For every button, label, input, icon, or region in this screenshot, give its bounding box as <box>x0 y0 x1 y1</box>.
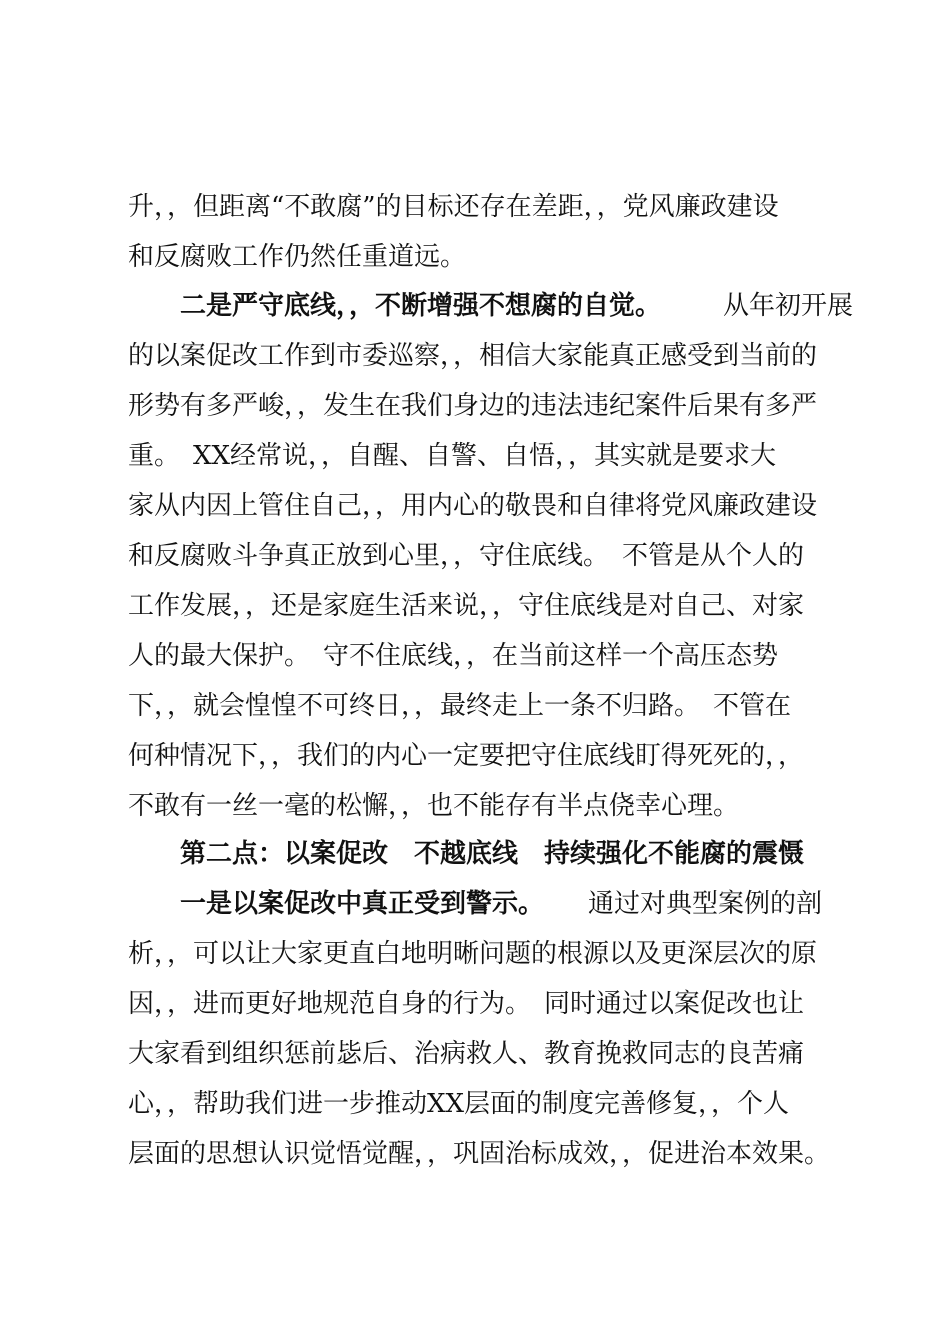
para3-line5: 心，，帮助我们进一步推动XX层面的制度完善修复，，个人 <box>128 1089 790 1119</box>
para3-line3: 因，，进而更好地规范自身的行为。 同时通过以案促改也让 <box>128 989 805 1019</box>
para2-line6: 和反腐败斗争真正放到心里，，守住底线。 不管是从个人的 <box>128 541 805 571</box>
para2-line7: 工作发展，，还是家庭生活来说，，守住底线是对自己、对家 <box>128 591 805 621</box>
para2-line9: 下，，就会惶惶不可终日，，最终走上一条不归路。 不管在 <box>128 691 792 721</box>
para2-line5: 家从内因上管住自己，，用内心的敬畏和自律将党风廉政建设 <box>128 491 818 521</box>
para3-line1 <box>180 884 822 924</box>
para2-line3: 形势有多严峻，，发生在我们身边的违法违纪案件后果有多严 <box>128 391 818 421</box>
para2-line2: 的以案促改工作到市委巡察，，相信大家能真正感受到当前的 <box>128 341 818 371</box>
para2-line1-rest: 从年初开展 <box>723 291 854 321</box>
para3-line4: 大家看到组织惩前毖后、治病救人、教育挽救同志的良苦痛 <box>128 1039 805 1069</box>
section-heading: 第二点：以案促改 不越底线 持续强化不能腐的震慑 <box>180 839 805 869</box>
para3-line6: 层面的思想认识觉悟觉醒，，巩固治标成效，，促进治本效果。 <box>128 1139 831 1169</box>
para1-line1: 升，，但距离“不敢腐”的目标还存在差距，，党风廉政建设 <box>128 192 779 222</box>
para2-line11: 不敢有一丝一毫的松懈，，也不能存有半点侥幸心理。 <box>128 791 740 821</box>
para2-lead: 二是严守底线，，不断增强不想腐的自觉。 <box>180 291 662 321</box>
para3-lead: 一是以案促改中真正受到警示。 <box>180 889 545 919</box>
para3-line1-rest: 通过对典型案例的剖 <box>588 889 823 919</box>
para2-line8: 人的最大保护。 守不住底线，，在当前这样一个高压态势 <box>128 641 779 671</box>
para3-line2: 析，，可以让大家更直白地明晰问题的根源以及更深层次的原 <box>128 939 818 969</box>
para2-line10: 何种情况下，，我们的内心一定要把守住底线盯得死死的，， <box>128 741 805 771</box>
para2-line4: 重。 XX经常说，，自醒、自警、自悟，，其实就是要求大 <box>128 441 777 471</box>
para1-line2: 和反腐败工作仍然任重道远。 <box>128 242 467 272</box>
para2-line1 <box>180 286 853 326</box>
